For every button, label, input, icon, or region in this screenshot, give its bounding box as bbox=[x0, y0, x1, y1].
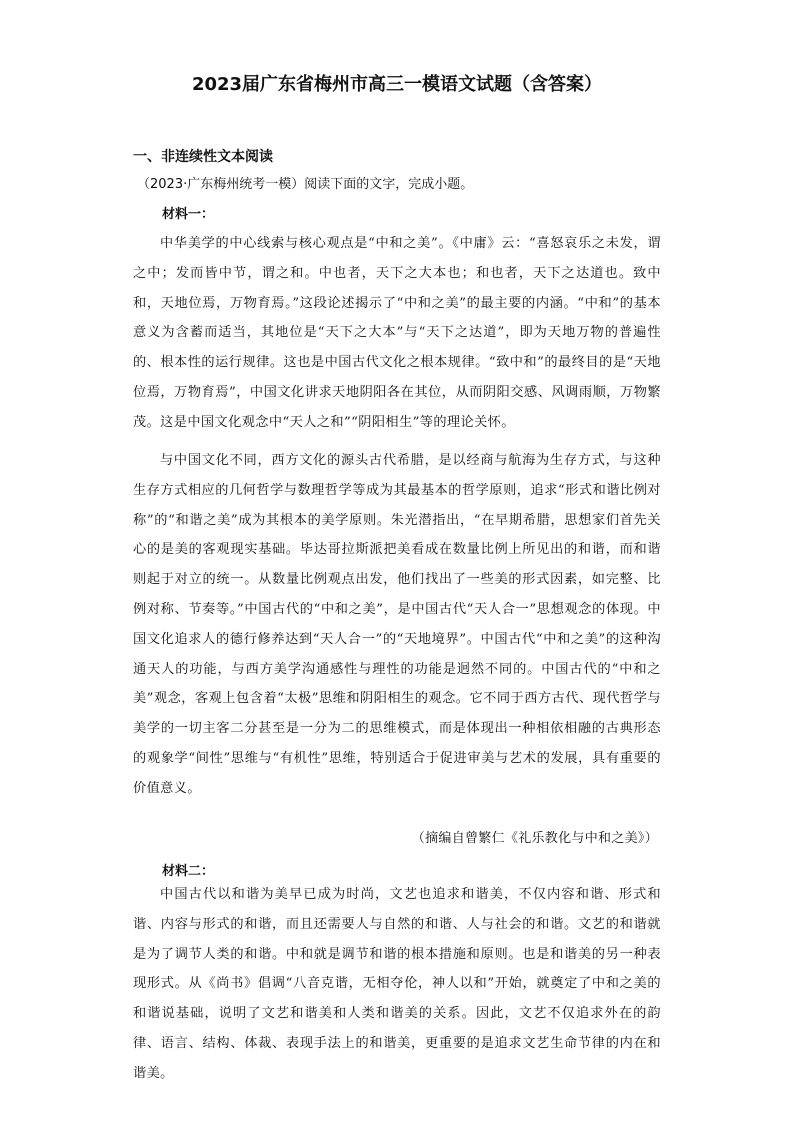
material-one-paragraph-1: 中华美学的中心线索与核心观点是“中和之美”。《中庸》云：“喜怒哀乐之未发，谓之中；发而皆中节，谓之和。中也者，天下之大本也；和也者，天下之达道也。致中和，天地位焉，万物育焉。”这段论述揭示了“中和之美”的最主要的内涵。“中和”的基本意义为含蓄而适当，其地位是“天下之大本”与“天下之达道”，即为天地万物的普遍性的、根本性的运行规律。这也是中国古代文化之根本规律。“致中和”的最终目的是“天地位焉，万物育焉”，中国文化讲求天地阴阳各在其位，从而阴阳交感、风调雨顺，万物繁茂。这是中国文化观念中“天人之和”“阴阳相生”等的理论关怀。 bbox=[133, 236, 661, 430]
material-one-source: （摘编自曾繁仁《礼乐教化与中和之美》） bbox=[411, 831, 658, 846]
material-two-heading: 材料二： bbox=[162, 864, 215, 879]
material-one-heading: 材料一： bbox=[162, 207, 215, 222]
document-title: 2023届广东省梅州市高三一模语文试题（含答案） bbox=[191, 74, 603, 95]
section-heading: 一、非连续性文本阅读 bbox=[133, 149, 273, 165]
question-intro: （2023·广东梅州统考一模）阅读下面的文字，完成小题。 bbox=[137, 177, 474, 192]
material-one-paragraph-2: 与中国文化不同，西方文化的源头古代希腊，是以经商与航海为生存方式，与这种生存方式相应的几何哲学与数理哲学等成为其最基本的哲学原则，追求“形式和谐比例对称”的“和谐之美”成为其根本的美学原则。朱光潜指出，“在早期希腊，思想家们首先关心的是美的客观现实基础。毕达哥拉斯派把美看成在数量比例上所见出的和谐，而和谐则起于对立的统一。从数量比例观点出发，他们找出了一些美的形式因素，如完整、比例对称、节奏等。”中国古代的“中和之美”，是中国古代“天人合一”思想观念的体现。中国文化追求人的德行修养达到“天人合一”的“天地境界”。中国古代“中和之美”的这种沟通天人的功能，与西方美学沟通感性与理性的功能是迥然不同的。中国古代的“中和之美”观念，客观上包含着“太极”思维和阴阳相生的观念。它不同于西方古代、现代哲学与美学的一切主客二分甚至是一分为二的思维模式，而是体现出一种相依相融的古典形态的观象学“间性”思维与“有机性”思维，特别适合于促进审美与艺术的发展，具有重要的价值意义。 bbox=[133, 453, 661, 796]
material-two-paragraph-1: 中国古代以和谐为美早已成为时尚，文艺也追求和谐美，不仅内容和谐、形式和谐、内容与形式的和谐，而且还需要人与自然的和谐、人与社会的和谐。文艺的和谐就是为了调节人类的和谐。中和就是调节和谐的根本措施和原则。也是和谐美的另一种表现形式。从《尚书》倡调“八音克谐，无相夺伦，神人以和”开始，就奠定了中和之美的和谐说基础，说明了文艺和谐美和人类和谐美的关系。因此，文艺不仅追求外在的韵律、语言、结构、体裁、表现手法上的和谐美，更重要的是追求文艺生命节律的内在和谐美。 bbox=[133, 887, 661, 1081]
